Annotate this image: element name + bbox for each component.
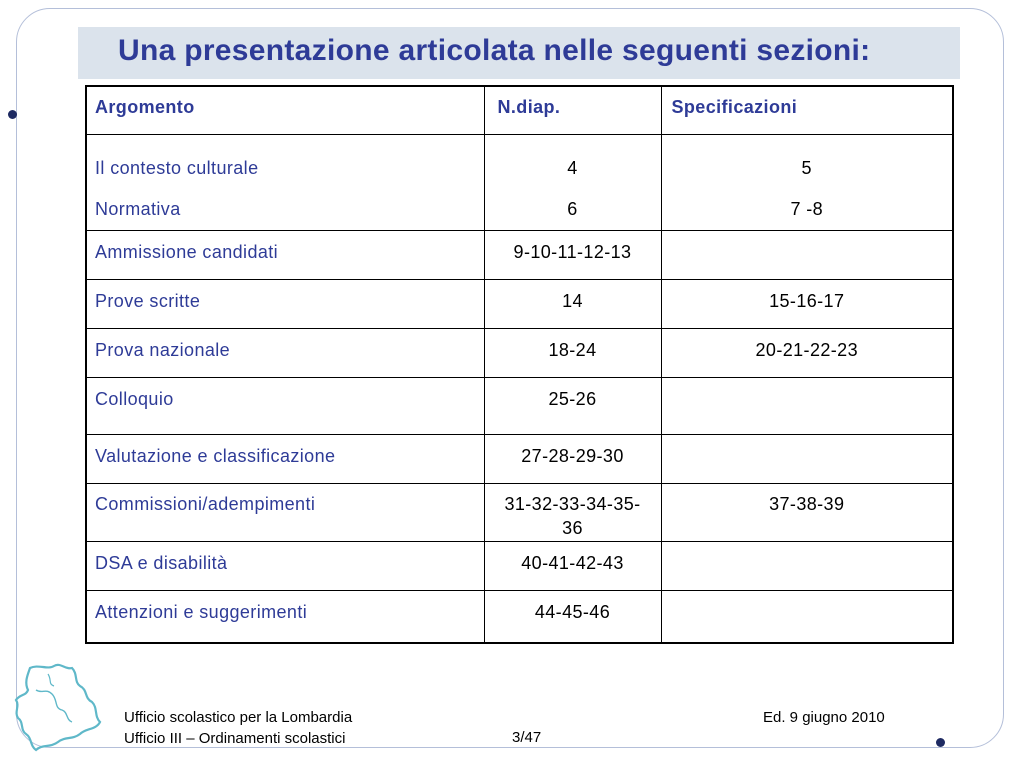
- cell-ndiap: [484, 134, 661, 230]
- cell-spec: [661, 377, 953, 434]
- cell-spec: [661, 590, 953, 643]
- cell-ndiap: 25-26: [484, 377, 661, 434]
- cell-ndiap: 9-10-11-12-13: [484, 230, 661, 279]
- table-row: [86, 377, 953, 434]
- cell-ndiap: 44-45-46: [484, 590, 661, 643]
- table-row: [86, 134, 953, 230]
- footer-office: [124, 707, 352, 749]
- header-ndiap: N.diap.: [484, 86, 661, 134]
- cell-line: Il contesto culturale: [95, 157, 259, 178]
- cell-argomento: Prove scritte: [86, 279, 484, 328]
- cell-line: 7 -8: [790, 198, 824, 219]
- cell-spec: 20-21-22-23: [661, 328, 953, 377]
- cell-spec: [661, 541, 953, 590]
- slide-title: Una presentazione articolata nelle seguenti sezioni:: [118, 34, 871, 67]
- cell-spec: [661, 434, 953, 483]
- footer-edition: Ed. 9 giugno 2010: [763, 709, 885, 726]
- cell-line: 5: [801, 157, 812, 178]
- cell-argomento: Valutazione e classificazione: [86, 434, 484, 483]
- frame-dot-bottom-right: [936, 738, 945, 747]
- cell-spec: 37-38-39: [661, 483, 953, 541]
- table-row: [86, 541, 953, 590]
- map-river: [36, 690, 72, 722]
- cell-line: Normativa: [95, 198, 181, 219]
- table-row: [86, 279, 953, 328]
- cell-ndiap: 27-28-29-30: [484, 434, 661, 483]
- cell-argomento: [86, 134, 484, 230]
- cell-argomento: Prova nazionale: [86, 328, 484, 377]
- cell-argomento: DSA e disabilità: [86, 541, 484, 590]
- header-argomento: Argomento: [86, 86, 484, 134]
- table-header-row: [86, 86, 953, 134]
- table-row: [86, 328, 953, 377]
- table-row: [86, 434, 953, 483]
- cell-line: 6: [567, 198, 578, 219]
- map-lake: [48, 674, 54, 686]
- cell-argomento: Commissioni/adempimenti: [86, 483, 484, 541]
- cell-argomento: Attenzioni e suggerimenti: [86, 590, 484, 643]
- cell-spec: 15-16-17: [661, 279, 953, 328]
- table-row: [86, 483, 953, 541]
- cell-line: 4: [567, 157, 578, 178]
- footer-line-1: Ufficio scolastico per la Lombardia: [124, 709, 353, 726]
- table-row: [86, 590, 953, 643]
- cell-spec: [661, 230, 953, 279]
- cell-ndiap: 40-41-42-43: [484, 541, 661, 590]
- header-specificazioni: Specificazioni: [661, 86, 953, 134]
- cell-spec: [661, 134, 953, 230]
- cell-line: 31-32-33-34-35-: [504, 493, 641, 514]
- cell-argomento: Ammissione candidati: [86, 230, 484, 279]
- page-number: 3/47: [512, 729, 542, 746]
- cell-line: 36: [562, 517, 583, 538]
- cell-argomento: Colloquio: [86, 377, 484, 434]
- cell-ndiap: [484, 483, 661, 541]
- table-row: [86, 230, 953, 279]
- sections-table: [85, 85, 954, 644]
- cell-ndiap: 18-24: [484, 328, 661, 377]
- footer-line-2: Ufficio III – Ordinamenti scolastici: [124, 730, 346, 747]
- frame-dot-left: [8, 110, 17, 119]
- lombardia-map-logo: [8, 660, 108, 760]
- cell-ndiap: 14: [484, 279, 661, 328]
